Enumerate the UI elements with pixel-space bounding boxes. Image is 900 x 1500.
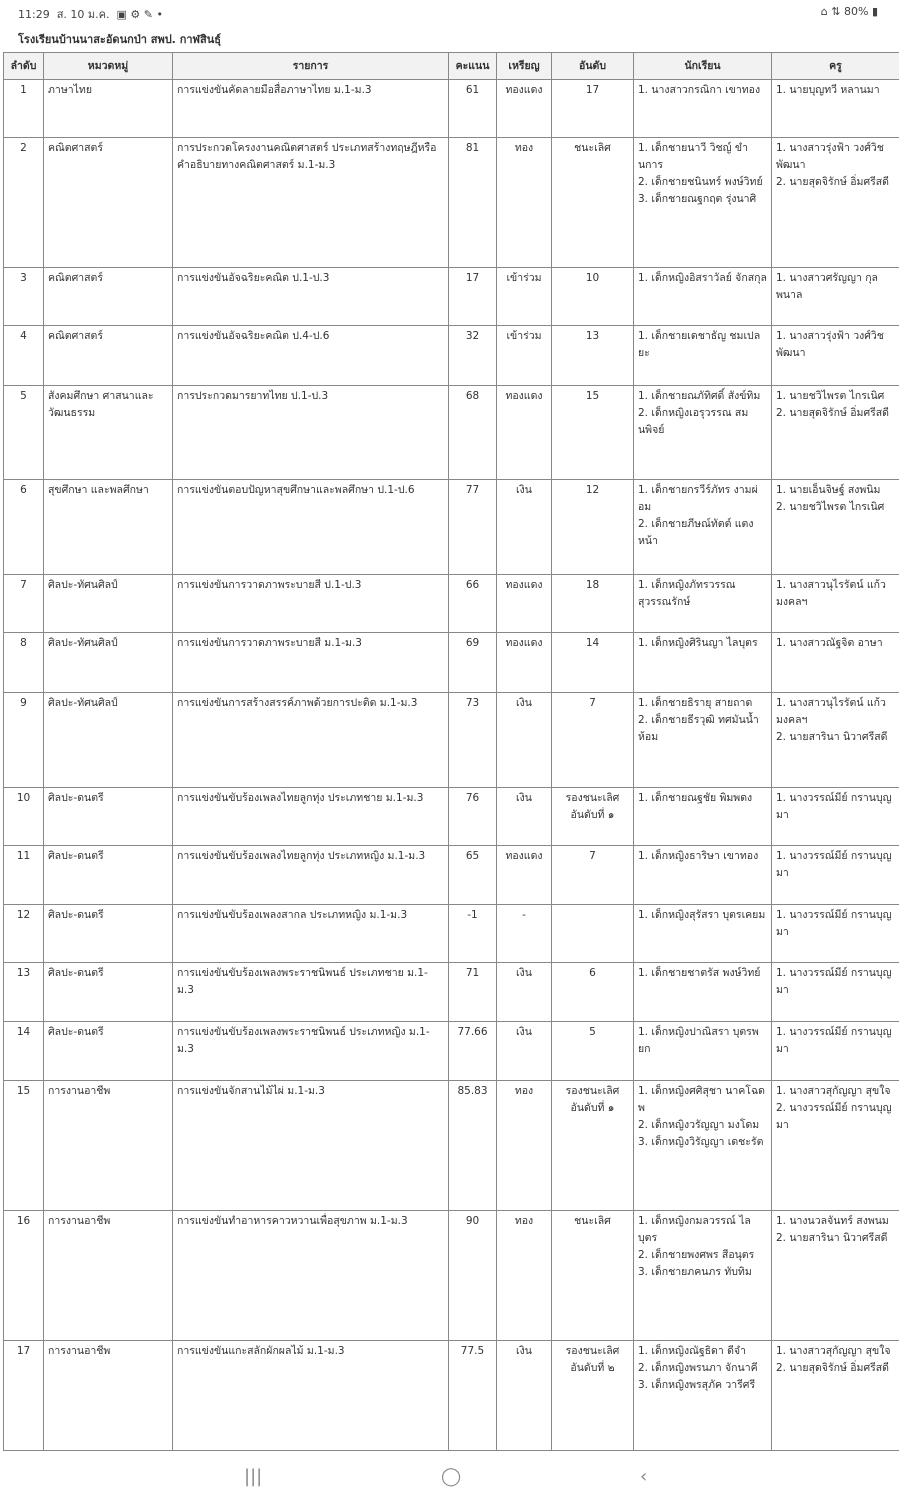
student-name: 1. เด็กหญิงภัทรวรรณ สุวรรณรักษ์ (638, 579, 736, 608)
row-medal: เงิน (497, 480, 552, 575)
student-name: 1. เด็กหญิงสุรัสรา บุตรเคยม (638, 909, 766, 921)
row-students (634, 963, 772, 1022)
row-teachers (772, 575, 900, 633)
student-name: 3. เด็กชายณฐกฤต รุ่งนาศิ (638, 193, 757, 205)
row-medal: เงิน (497, 1022, 552, 1081)
row-students (634, 633, 772, 693)
teacher-name: 2. นายสารินา นิวาศรีสดี (776, 1232, 888, 1244)
student-name: 1. เด็กหญิงกมลวรรณ์ ไลบุตร (638, 1215, 751, 1244)
row-rank: 13 (552, 326, 634, 386)
row-score: 66 (449, 575, 497, 633)
table-row (4, 268, 900, 326)
row-medal: - (497, 905, 552, 963)
row-number: 14 (4, 1022, 44, 1081)
row-students (634, 788, 772, 846)
table-row (4, 633, 900, 693)
student-name: 2. เด็กหญิงวรัญญา มงโดม (638, 1119, 760, 1131)
row-students (634, 80, 772, 138)
student-name: 3. เด็กหญิงวิรัญญา เดชะรัต (638, 1136, 764, 1148)
table-row (4, 480, 900, 575)
table-row (4, 788, 900, 846)
teacher-name: 1. นางวรรณ์มีย์ กรานบุญมา (776, 909, 892, 938)
table-row (4, 963, 900, 1022)
row-teachers (772, 905, 900, 963)
table-row (4, 1341, 900, 1451)
row-students (634, 846, 772, 905)
row-teachers (772, 138, 900, 268)
row-event: การแข่งขันขับร้องเพลงไทยลูกทุ่ง ประเภทชาย ม.1-ม.3 (173, 788, 449, 846)
row-rank: รองชนะเลิศ อันดับที่ ๑ (552, 1081, 634, 1211)
teacher-name: 1. นายเอ็นจิษฐ์ สงพนิม (776, 484, 881, 496)
results-table (3, 52, 899, 1451)
row-category: คณิตศาสตร์ (44, 138, 173, 268)
row-teachers (772, 1341, 900, 1451)
row-teachers (772, 633, 900, 693)
table-row (4, 1081, 900, 1211)
row-number: 16 (4, 1211, 44, 1341)
row-event: การประกวดโครงงานคณิตศาสตร์ ประเภทสร้างทฤษฎีหรือคำอธิบายทางคณิตศาสตร์ ม.1-ม.3 (173, 138, 449, 268)
table-row (4, 138, 900, 268)
table-row (4, 846, 900, 905)
row-category: สังคมศึกษา ศาสนาและวัฒนธรรม (44, 386, 173, 480)
row-number: 6 (4, 480, 44, 575)
col-header: คะแนน (449, 53, 497, 80)
row-students (634, 1211, 772, 1341)
col-header: นักเรียน (634, 53, 772, 80)
row-category: การงานอาชีพ (44, 1211, 173, 1341)
row-medal: ทองแดง (497, 80, 552, 138)
row-students (634, 575, 772, 633)
row-rank: 12 (552, 480, 634, 575)
row-event: การแข่งขันการวาดภาพระบายสี ป.1-ป.3 (173, 575, 449, 633)
row-students (634, 693, 772, 788)
col-header: เหรียญ (497, 53, 552, 80)
status-time: 11:29 (18, 8, 50, 21)
row-category: ศิลปะ-ดนตรี (44, 905, 173, 963)
row-medal: เงิน (497, 693, 552, 788)
row-category: ศิลปะ-ทัศนศิลป์ (44, 633, 173, 693)
teacher-name: 1. นายบุญทวี หลานมา (776, 84, 880, 96)
row-rank: 10 (552, 268, 634, 326)
row-students (634, 905, 772, 963)
row-medal: เงิน (497, 1341, 552, 1451)
row-rank: 5 (552, 1022, 634, 1081)
row-medal: ทอง (497, 138, 552, 268)
student-name: 1. เด็กหญิงปาณิสรา บุตรพยก (638, 1026, 759, 1055)
row-category: การงานอาชีพ (44, 1081, 173, 1211)
row-number: 8 (4, 633, 44, 693)
student-name: 1. เด็กชายณฐชัย พิมพดง (638, 792, 753, 804)
student-name: 1. เด็กหญิงศิรินญา ไลบุตร (638, 637, 758, 649)
row-event: การแข่งขันการวาดภาพระบายสี ม.1-ม.3 (173, 633, 449, 693)
row-medal: เงิน (497, 963, 552, 1022)
row-medal: ทองแดง (497, 575, 552, 633)
col-header: รายการ (173, 53, 449, 80)
row-number: 17 (4, 1341, 44, 1451)
row-medal: เข้าร่วม (497, 268, 552, 326)
teacher-name: 1. นายชวิไพรต ไกรเนิศ (776, 390, 885, 402)
teacher-name: 2. นายสุดจิรักษ์ อิ่มศรีสดี (776, 407, 889, 419)
teacher-name: 2. นายสารินา นิวาศรีสดี (776, 731, 888, 743)
teacher-name: 1. นางสาวรุ่งฟ้า วงศ์วิชพัฒนา (776, 330, 884, 359)
row-score: 65 (449, 846, 497, 905)
row-event: การแข่งขันอัจฉริยะคณิต ป.4-ป.6 (173, 326, 449, 386)
table-row (4, 575, 900, 633)
row-students (634, 268, 772, 326)
row-medal: ทองแดง (497, 386, 552, 480)
row-teachers (772, 788, 900, 846)
row-teachers (772, 1081, 900, 1211)
row-teachers (772, 80, 900, 138)
row-score: 90 (449, 1211, 497, 1341)
status-date: ส. 10 ม.ค. (56, 8, 110, 21)
row-category: ศิลปะ-ดนตรี (44, 788, 173, 846)
student-name: 2. เด็กชายภีษณ์ทัตต์ แตงหน้า (638, 518, 754, 547)
row-rank: 18 (552, 575, 634, 633)
notification-icons: ▣ ⚙ ✎ • (116, 8, 163, 21)
student-name: 1. เด็กหญิงศศิสุชา นาคโฉดพ (638, 1085, 765, 1114)
student-name: 1. เด็กหญิงณัฐธิดา ดีจำ (638, 1345, 746, 1357)
teacher-name: 1. นางสาวรุ่งฟ้า วงศ์วิชพัฒนา (776, 142, 884, 171)
table-row (4, 80, 900, 138)
back-icon[interactable]: ‹ (640, 1466, 648, 1487)
col-header: ลำดับ (4, 53, 44, 80)
row-number: 5 (4, 386, 44, 480)
row-number: 2 (4, 138, 44, 268)
home-icon[interactable]: ◯ (441, 1466, 462, 1487)
col-header: ครู (772, 53, 900, 80)
row-rank: 7 (552, 693, 634, 788)
row-category: คณิตศาสตร์ (44, 268, 173, 326)
row-score: 81 (449, 138, 497, 268)
row-score: 85.83 (449, 1081, 497, 1211)
teacher-name: 1. นางสาวสุกัญญา สุขใจ (776, 1085, 891, 1097)
row-score: 69 (449, 633, 497, 693)
table-body (4, 80, 900, 1451)
row-score: 77 (449, 480, 497, 575)
row-rank: ชนะเลิศ (552, 138, 634, 268)
row-students (634, 326, 772, 386)
row-rank: 17 (552, 80, 634, 138)
row-teachers (772, 480, 900, 575)
student-name: 1. เด็กชายนาวี วิชญ์ ขำนการ (638, 142, 748, 171)
teacher-name: 2. นายชวิไพรต ไกรเนิศ (776, 501, 885, 513)
teacher-name: 2. นางวรรณ์มีย์ กรานบุญมา (776, 1102, 892, 1131)
table-row (4, 693, 900, 788)
teacher-name: 2. นายสุดจิรักษ์ อิ่มศรีสดี (776, 1362, 889, 1374)
teacher-name: 1. นางสาวณัฐจิต อาษา (776, 637, 883, 649)
student-name: 2. เด็กหญิงเอรุวรรณ สมนพิจย์ (638, 407, 749, 436)
status-bar (0, 0, 900, 24)
row-rank: 14 (552, 633, 634, 693)
row-score: 71 (449, 963, 497, 1022)
row-event: การแข่งขันขับร้องเพลงพระราชนิพนธ์ ประเภทชาย ม.1-ม.3 (173, 963, 449, 1022)
school-name: โรงเรียนบ้านนาสะอัดนกป่า สพป. กาฬสินธุ์ (18, 33, 221, 46)
row-score: 76 (449, 788, 497, 846)
table-row (4, 1022, 900, 1081)
student-name: 2. เด็กชายชนินทร์ พงษ์วิทย์ (638, 176, 763, 188)
row-score: 77.66 (449, 1022, 497, 1081)
row-students (634, 1341, 772, 1451)
row-rank: 6 (552, 963, 634, 1022)
row-rank: ชนะเลิศ (552, 1211, 634, 1341)
student-name: 1. เด็กชายชาตรัส พงษ์วิทย์ (638, 967, 761, 979)
row-rank (552, 905, 634, 963)
row-number: 12 (4, 905, 44, 963)
battery-level: 80% (843, 5, 869, 18)
row-rank: 15 (552, 386, 634, 480)
row-category: ภาษาไทย (44, 80, 173, 138)
row-category: ศิลปะ-ดนตรี (44, 846, 173, 905)
table-header-row (4, 53, 900, 80)
row-number: 4 (4, 326, 44, 386)
student-name: 1. เด็กหญิงธาริษา เขาทอง (638, 850, 759, 862)
results-table-wrapper[interactable] (3, 52, 899, 1454)
teacher-name: 1. นางสาวสุกัญญา สุขใจ (776, 1345, 891, 1357)
teacher-name: 2. นายสุดจิรักษ์ อิ่มศรีสดี (776, 176, 889, 188)
table-row (4, 326, 900, 386)
student-name: 1. นางสาวกรณิกา เขาทอง (638, 84, 761, 96)
row-category: ศิลปะ-ดนตรี (44, 963, 173, 1022)
row-event: การแข่งขันคัดลายมือสื่อภาษาไทย ม.1-ม.3 (173, 80, 449, 138)
student-name: 2. เด็กหญิงพรนภา จักนาคี (638, 1362, 758, 1374)
row-teachers (772, 1211, 900, 1341)
row-number: 11 (4, 846, 44, 905)
row-teachers (772, 963, 900, 1022)
row-score: 77.5 (449, 1341, 497, 1451)
android-nav-bar (0, 1456, 900, 1500)
teacher-name: 1. นางนวลจันทร์ สงพนม (776, 1215, 889, 1227)
row-students (634, 386, 772, 480)
row-event: การแข่งขันขับร้องเพลงสากล ประเภทหญิง ม.1-ม.3 (173, 905, 449, 963)
row-category: ศิลปะ-ทัศนศิลป์ (44, 575, 173, 633)
row-teachers (772, 386, 900, 480)
row-medal: เข้าร่วม (497, 326, 552, 386)
student-name: 2. เด็กชายพงศพร สีอนุตร (638, 1249, 755, 1261)
recent-apps-icon[interactable]: ||| (244, 1466, 263, 1487)
row-number: 15 (4, 1081, 44, 1211)
row-medal: ทองแดง (497, 633, 552, 693)
row-event: การแข่งขันตอบปัญหาสุขศึกษาและพลศึกษา ป.1-ป.6 (173, 480, 449, 575)
row-category: สุขศึกษา และพลศึกษา (44, 480, 173, 575)
row-medal: ทองแดง (497, 846, 552, 905)
row-rank: รองชนะเลิศ อันดับที่ ๒ (552, 1341, 634, 1451)
teacher-name: 1. นางสาวนุไรรัตน์ แก้วมงคลฯ (776, 697, 886, 726)
row-event: การแข่งขันแกะสลักผักผลไม้ ม.1-ม.3 (173, 1341, 449, 1451)
row-number: 1 (4, 80, 44, 138)
row-score: 68 (449, 386, 497, 480)
teacher-name: 1. นางวรรณ์มีย์ กรานบุญมา (776, 850, 892, 879)
battery-icon: ▮ (871, 5, 878, 18)
row-event: การแข่งขันขับร้องเพลงไทยลูกทุ่ง ประเภทหญิง ม.1-ม.3 (173, 846, 449, 905)
row-category: ศิลปะ-ดนตรี (44, 1022, 173, 1081)
teacher-name: 1. นางวรรณ์มีย์ กรานบุญมา (776, 967, 892, 996)
row-event: การแข่งขันอัจฉริยะคณิต ป.1-ป.3 (173, 268, 449, 326)
row-number: 7 (4, 575, 44, 633)
row-score: 32 (449, 326, 497, 386)
row-score: -1 (449, 905, 497, 963)
table-row (4, 1211, 900, 1341)
row-rank: 7 (552, 846, 634, 905)
row-students (634, 1022, 772, 1081)
col-header: อันดับ (552, 53, 634, 80)
teacher-name: 1. นางสาวนุไรรัตน์ แก้วมงคลฯ (776, 579, 886, 608)
row-category: การงานอาชีพ (44, 1341, 173, 1451)
student-name: 1. เด็กชายธิรายุ สายถาด (638, 697, 753, 709)
row-event: การแข่งขันทำอาหารคาวหวานเพื่อสุขภาพ ม.1-ม.3 (173, 1211, 449, 1341)
signal-icon: ⌂ ⇅ (820, 5, 841, 18)
row-rank: รองชนะเลิศ อันดับที่ ๑ (552, 788, 634, 846)
row-event: การแข่งขันการสร้างสรรค์ภาพด้วยการปะติด ม.1-ม.3 (173, 693, 449, 788)
student-name: 1. เด็กชายเดชาธัญ ชมเปลยะ (638, 330, 761, 359)
row-number: 10 (4, 788, 44, 846)
row-event: การประกวดมารยาทไทย ป.1-ป.3 (173, 386, 449, 480)
student-name: 3. เด็กหญิงพรสุภัค วารีศรี (638, 1379, 756, 1391)
student-name: 1. เด็กชายณภัทิศดิ์ สังข์ทิม (638, 390, 761, 402)
row-medal: ทอง (497, 1211, 552, 1341)
row-score: 17 (449, 268, 497, 326)
student-name: 2. เด็กชายธีรวุฒิ ทศมันน้ำห้อม (638, 714, 759, 743)
col-header: หมวดหมู่ (44, 53, 173, 80)
row-teachers (772, 693, 900, 788)
row-number: 9 (4, 693, 44, 788)
teacher-name: 1. นางวรรณ์มีย์ กรานบุญมา (776, 792, 892, 821)
row-medal: ทอง (497, 1081, 552, 1211)
table-row (4, 386, 900, 480)
row-category: ศิลปะ-ทัศนศิลป์ (44, 693, 173, 788)
row-teachers (772, 268, 900, 326)
row-number: 13 (4, 963, 44, 1022)
row-event: การแข่งขันขับร้องเพลงพระราชนิพนธ์ ประเภทหญิง ม.1-ม.3 (173, 1022, 449, 1081)
row-event: การแข่งขันจักสานไม้ไผ่ ม.1-ม.3 (173, 1081, 449, 1211)
row-students (634, 1081, 772, 1211)
row-number: 3 (4, 268, 44, 326)
row-category: คณิตศาสตร์ (44, 326, 173, 386)
row-score: 61 (449, 80, 497, 138)
table-row (4, 905, 900, 963)
student-name: 1. เด็กหญิงอิสราวัลย์ จักสกุล (638, 272, 767, 284)
row-students (634, 480, 772, 575)
student-name: 1. เด็กชายกรวีร์ภัทร งามผ่อม (638, 484, 758, 513)
row-teachers (772, 326, 900, 386)
teacher-name: 1. นางสาวศรัญญา กุลพนาล (776, 272, 878, 301)
teacher-name: 1. นางวรรณ์มีย์ กรานบุญมา (776, 1026, 892, 1055)
row-students (634, 138, 772, 268)
student-name: 3. เด็กชายภคนภร ทับทิม (638, 1266, 752, 1278)
row-teachers (772, 1022, 900, 1081)
row-score: 73 (449, 693, 497, 788)
row-medal: เงิน (497, 788, 552, 846)
row-teachers (772, 846, 900, 905)
